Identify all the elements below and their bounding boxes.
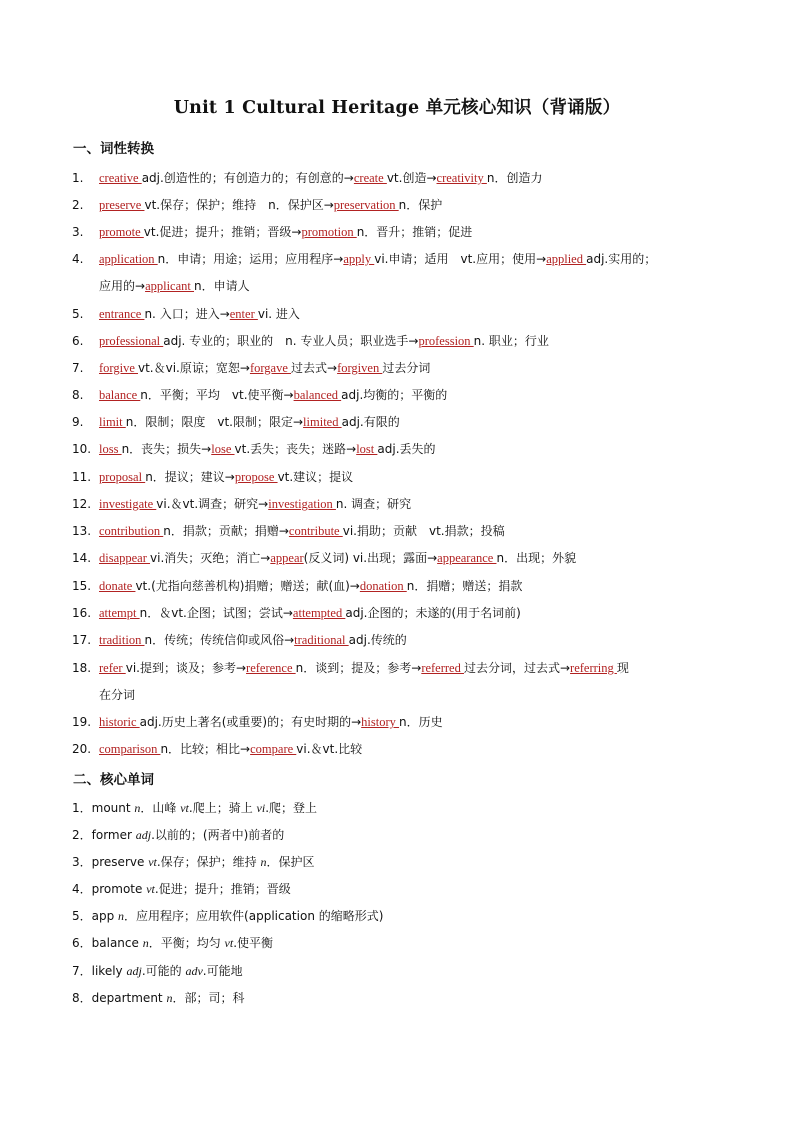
word-form-item bbox=[0, 304, 794, 324]
definition-text: 3．preserve bbox=[72, 855, 149, 869]
keyword: apply bbox=[343, 252, 375, 266]
word-form-item bbox=[0, 494, 794, 514]
keyword: compare bbox=[250, 742, 297, 756]
item-number: 3. bbox=[72, 225, 84, 239]
word-form-item bbox=[0, 168, 794, 188]
keyword: traditional bbox=[294, 633, 349, 647]
definition-text: n．＆vt.企图；试图；尝试→ bbox=[139, 606, 293, 620]
item-number: 16. bbox=[72, 606, 92, 620]
definition-text: n．捐款；贡献；捐赠→ bbox=[163, 524, 289, 538]
keyword: comparison bbox=[99, 742, 161, 756]
definition-text: 7．likely bbox=[72, 964, 127, 978]
definition-text: n．保护 bbox=[398, 198, 443, 212]
word-form-item bbox=[0, 712, 794, 732]
definition-text: 过去分词 bbox=[382, 361, 431, 375]
definition-text: vt.＆vi.原谅；宽恕→ bbox=[138, 361, 250, 375]
word-form-item bbox=[0, 603, 794, 623]
keyword: application bbox=[99, 252, 158, 266]
keyword: contribute bbox=[288, 524, 343, 538]
keyword: profession bbox=[418, 334, 474, 348]
definition-text: vt.保存；保护；维持 n．保护区→ bbox=[144, 198, 334, 212]
item-text bbox=[99, 739, 362, 759]
word-form-item bbox=[0, 576, 794, 596]
definition-text: ．保护区 bbox=[266, 855, 315, 869]
part-of-speech: vt bbox=[224, 936, 234, 950]
word-form-item bbox=[0, 548, 794, 568]
definition-text: n．历史 bbox=[399, 715, 443, 729]
keyword: reference bbox=[246, 661, 296, 675]
keyword: creative bbox=[99, 171, 142, 185]
keyword: refer bbox=[99, 661, 126, 675]
keyword: balance bbox=[99, 388, 141, 402]
keyword: lose bbox=[211, 442, 235, 456]
definition-text: n．丧失；损失→ bbox=[121, 442, 212, 456]
definition-text: .可能地 bbox=[202, 964, 243, 978]
keyword: limited bbox=[303, 415, 342, 429]
item-text bbox=[99, 439, 436, 459]
definition-text: n．申请；用途；运用；应用程序→ bbox=[157, 252, 344, 266]
word-form-item bbox=[0, 439, 794, 459]
part-of-speech: n bbox=[260, 855, 267, 869]
definition-text: adj.历史上著名(或重要)的；有史时期的→ bbox=[139, 715, 362, 729]
keyword: create bbox=[353, 171, 387, 185]
keyword: professional bbox=[99, 334, 164, 348]
part-of-speech: n bbox=[134, 801, 141, 815]
definition-text: .使平衡 bbox=[233, 936, 274, 950]
item-text bbox=[99, 331, 549, 351]
item-text-continued bbox=[99, 276, 250, 296]
keyword: promote bbox=[99, 225, 144, 239]
definition-text: 过去式→ bbox=[291, 361, 338, 375]
definition-text: 6．balance bbox=[72, 936, 143, 950]
item-number: 9. bbox=[72, 415, 84, 429]
keyword: applicant bbox=[145, 279, 195, 293]
definition-text: vt.丢失；丧失；迷路→ bbox=[234, 442, 357, 456]
part-of-speech: vt bbox=[148, 855, 157, 869]
item-text bbox=[99, 630, 407, 650]
definition-text: adj.传统的 bbox=[348, 633, 407, 647]
keyword: donation bbox=[359, 579, 407, 593]
definition-text: vi.＆vt.比较 bbox=[296, 742, 363, 756]
keyword: appearance bbox=[437, 551, 497, 565]
item-number: 5. bbox=[72, 307, 84, 321]
definition-text: vi.提到；谈及；参考→ bbox=[125, 661, 247, 675]
page-title: Unit 1 Cultural Heritage 单元核心知识（背诵版） bbox=[173, 98, 621, 118]
keyword: forgiven bbox=[337, 361, 383, 375]
part-of-speech: vt bbox=[180, 801, 189, 815]
keyword: balanced bbox=[293, 388, 342, 402]
keyword: lost bbox=[356, 442, 378, 456]
definition-text: ．应用程序；应用软件(application 的缩略形式) bbox=[124, 909, 384, 923]
definition-text: 1．mount bbox=[72, 801, 135, 815]
keyword: forgive bbox=[99, 361, 138, 375]
item-text bbox=[99, 304, 300, 324]
definition-text: vi.＆vt.调查；研究→ bbox=[156, 497, 269, 511]
definition-text: vi.申请；适用 vt.应用；使用→ bbox=[374, 252, 547, 266]
core-word-item bbox=[72, 988, 244, 1008]
item-number: 20. bbox=[72, 742, 92, 756]
definition-text: 应用的→ bbox=[99, 279, 146, 293]
definition-text: adj.丢失的 bbox=[377, 442, 436, 456]
definition-text: vi. 进入 bbox=[257, 307, 300, 321]
definition-text: 2．former bbox=[72, 828, 136, 842]
definition-text: ．平衡；均匀 bbox=[148, 936, 225, 950]
section-heading-core-words: 二、核心单词 bbox=[73, 772, 154, 788]
definition-text: n．晋升；推销；促进 bbox=[356, 225, 473, 239]
section-heading-word-forms: 一、词性转换 bbox=[73, 141, 154, 157]
item-number: 17. bbox=[72, 633, 92, 647]
definition-text: n．提议；建议→ bbox=[145, 470, 235, 484]
keyword: preserve bbox=[99, 198, 145, 212]
part-of-speech: n bbox=[142, 936, 149, 950]
item-number: 6. bbox=[72, 334, 84, 348]
keyword: promotion bbox=[301, 225, 357, 239]
definition-text: adj.企图的；未遂的(用于名词前) bbox=[345, 606, 521, 620]
core-word-item bbox=[72, 906, 383, 926]
definition-text: vi.捐助；贡献 vt.捐款；投稿 bbox=[342, 524, 505, 538]
item-text bbox=[99, 603, 521, 623]
definition-text: vt.建议；提议 bbox=[277, 470, 354, 484]
item-number: 10. bbox=[72, 442, 92, 456]
part-of-speech: adj bbox=[126, 964, 142, 978]
part-of-speech: adj bbox=[135, 828, 152, 842]
word-form-item bbox=[0, 739, 794, 759]
item-number: 14. bbox=[72, 551, 92, 565]
part-of-speech: adv bbox=[185, 964, 203, 978]
definition-text: 8．department bbox=[72, 991, 167, 1005]
definition-text: n. 入口；进入→ bbox=[144, 307, 230, 321]
definition-text: ．部；司；科 bbox=[172, 991, 245, 1005]
definition-text: adj.有限的 bbox=[341, 415, 400, 429]
definition-text: n．出现；外貌 bbox=[496, 551, 577, 565]
definition-text: 现 bbox=[616, 661, 629, 675]
word-form-item bbox=[0, 331, 794, 351]
keyword: historic bbox=[99, 715, 140, 729]
keyword: enter bbox=[229, 307, 258, 321]
item-text bbox=[99, 249, 656, 269]
definition-text: 4．promote bbox=[72, 882, 147, 896]
definition-text: .以前的；(两者中)前者的 bbox=[151, 828, 285, 842]
definition-text: .爬上；骑上 bbox=[188, 801, 257, 815]
definition-text: n．捐赠；赠送；捐款 bbox=[406, 579, 523, 593]
definition-text: 在分词 bbox=[99, 688, 136, 702]
item-text bbox=[99, 385, 447, 405]
keyword: referred bbox=[421, 661, 464, 675]
core-word-item bbox=[72, 933, 273, 953]
definition-text: .爬；登上 bbox=[265, 801, 318, 815]
item-text bbox=[99, 358, 430, 378]
word-form-item bbox=[0, 249, 794, 269]
definition-text: n．限制；限度 vt.限制；限定→ bbox=[125, 415, 304, 429]
item-text bbox=[99, 521, 505, 541]
keyword: contribution bbox=[99, 524, 164, 538]
definition-text: n．比较；相比→ bbox=[160, 742, 251, 756]
definition-text: n．传统；传统信仰或风俗→ bbox=[144, 633, 295, 647]
definition-text: n．平衡；平均 vt.使平衡→ bbox=[140, 388, 294, 402]
definition-text: adj.创造性的；有创造力的；有创意的→ bbox=[141, 171, 354, 185]
word-form-item bbox=[0, 412, 794, 432]
item-number: 11. bbox=[72, 470, 92, 484]
word-form-item bbox=[0, 195, 794, 215]
word-form-item bbox=[0, 658, 794, 678]
definition-text: .促进；提升；推销；晋级 bbox=[154, 882, 291, 896]
keyword: forgave bbox=[249, 361, 292, 375]
definition-text: n. 职业；行业 bbox=[473, 334, 549, 348]
keyword: attempt bbox=[99, 606, 140, 620]
keyword: investigate bbox=[99, 497, 157, 511]
keyword: proposal bbox=[99, 470, 146, 484]
item-text bbox=[99, 494, 411, 514]
core-word-item bbox=[72, 852, 315, 872]
definition-text: vt.创造→ bbox=[386, 171, 437, 185]
core-word-item bbox=[72, 879, 291, 899]
keyword: disappear bbox=[99, 551, 151, 565]
word-form-item bbox=[0, 385, 794, 405]
definition-text: adj. 专业的；职业的 n. 专业人员；职业选手→ bbox=[163, 334, 419, 348]
keyword: propose bbox=[234, 470, 278, 484]
definition-text: vt.(尤指向慈善机构)捐赠；赠送；献(血)→ bbox=[135, 579, 360, 593]
definition-text: vt.促进；提升；推销；晋级→ bbox=[143, 225, 302, 239]
word-form-item bbox=[0, 467, 794, 487]
item-text bbox=[99, 412, 400, 432]
word-form-item bbox=[0, 630, 794, 650]
item-number: 15. bbox=[72, 579, 92, 593]
part-of-speech: n bbox=[166, 991, 173, 1005]
keyword: entrance bbox=[99, 307, 145, 321]
keyword: loss bbox=[99, 442, 122, 456]
definition-text: n. 调查；研究 bbox=[335, 497, 412, 511]
item-text bbox=[99, 195, 442, 215]
item-text bbox=[99, 168, 542, 188]
item-text bbox=[99, 548, 576, 568]
item-number: 13. bbox=[72, 524, 92, 538]
definition-text: adj.实用的； bbox=[586, 252, 657, 266]
word-form-item bbox=[0, 358, 794, 378]
word-form-item bbox=[0, 222, 794, 242]
keyword: appear bbox=[270, 551, 304, 565]
word-form-item bbox=[0, 521, 794, 541]
item-text-continued bbox=[99, 685, 135, 705]
item-number: 7. bbox=[72, 361, 84, 375]
item-text bbox=[99, 222, 472, 242]
keyword: history bbox=[361, 715, 400, 729]
definition-text: (反义词) vi.出现；露面→ bbox=[303, 551, 438, 565]
core-word-item bbox=[72, 961, 243, 981]
part-of-speech: vt bbox=[146, 882, 155, 896]
definition-text: ．山峰 bbox=[140, 801, 181, 815]
definition-text: .保存；保护；维持 bbox=[156, 855, 261, 869]
item-text bbox=[99, 576, 522, 596]
definition-text: adj.均衡的；平衡的 bbox=[341, 388, 448, 402]
definition-text: n．创造力 bbox=[486, 171, 543, 185]
definition-text: .可能的 bbox=[141, 964, 186, 978]
keyword: investigation bbox=[268, 497, 336, 511]
definition-text: n．申请人 bbox=[194, 279, 250, 293]
item-number: 2. bbox=[72, 198, 84, 212]
keyword: referring bbox=[570, 661, 617, 675]
keyword: attempted bbox=[292, 606, 346, 620]
item-text bbox=[99, 658, 629, 678]
item-number: 8. bbox=[72, 388, 84, 402]
definition-text: 过去分词，过去式→ bbox=[463, 661, 571, 675]
part-of-speech: n bbox=[118, 909, 125, 923]
definition-text: 5．app bbox=[72, 909, 119, 923]
item-number: 12. bbox=[72, 497, 92, 511]
item-number: 1. bbox=[72, 171, 84, 185]
item-text bbox=[99, 467, 353, 487]
keyword: creativity bbox=[436, 171, 487, 185]
keyword: applied bbox=[546, 252, 587, 266]
keyword: preservation bbox=[333, 198, 399, 212]
definition-text: n．谈到；提及；参考→ bbox=[295, 661, 422, 675]
part-of-speech: vi bbox=[256, 801, 266, 815]
keyword: tradition bbox=[99, 633, 145, 647]
keyword: donate bbox=[99, 579, 136, 593]
item-number: 4. bbox=[72, 252, 84, 266]
keyword: limit bbox=[99, 415, 126, 429]
definition-text: vi.消失；灭绝；消亡→ bbox=[150, 551, 271, 565]
core-word-item bbox=[72, 825, 284, 845]
item-number: 19. bbox=[72, 715, 92, 729]
item-text bbox=[99, 712, 443, 732]
core-word-item bbox=[72, 798, 317, 818]
item-number: 18. bbox=[72, 661, 92, 675]
